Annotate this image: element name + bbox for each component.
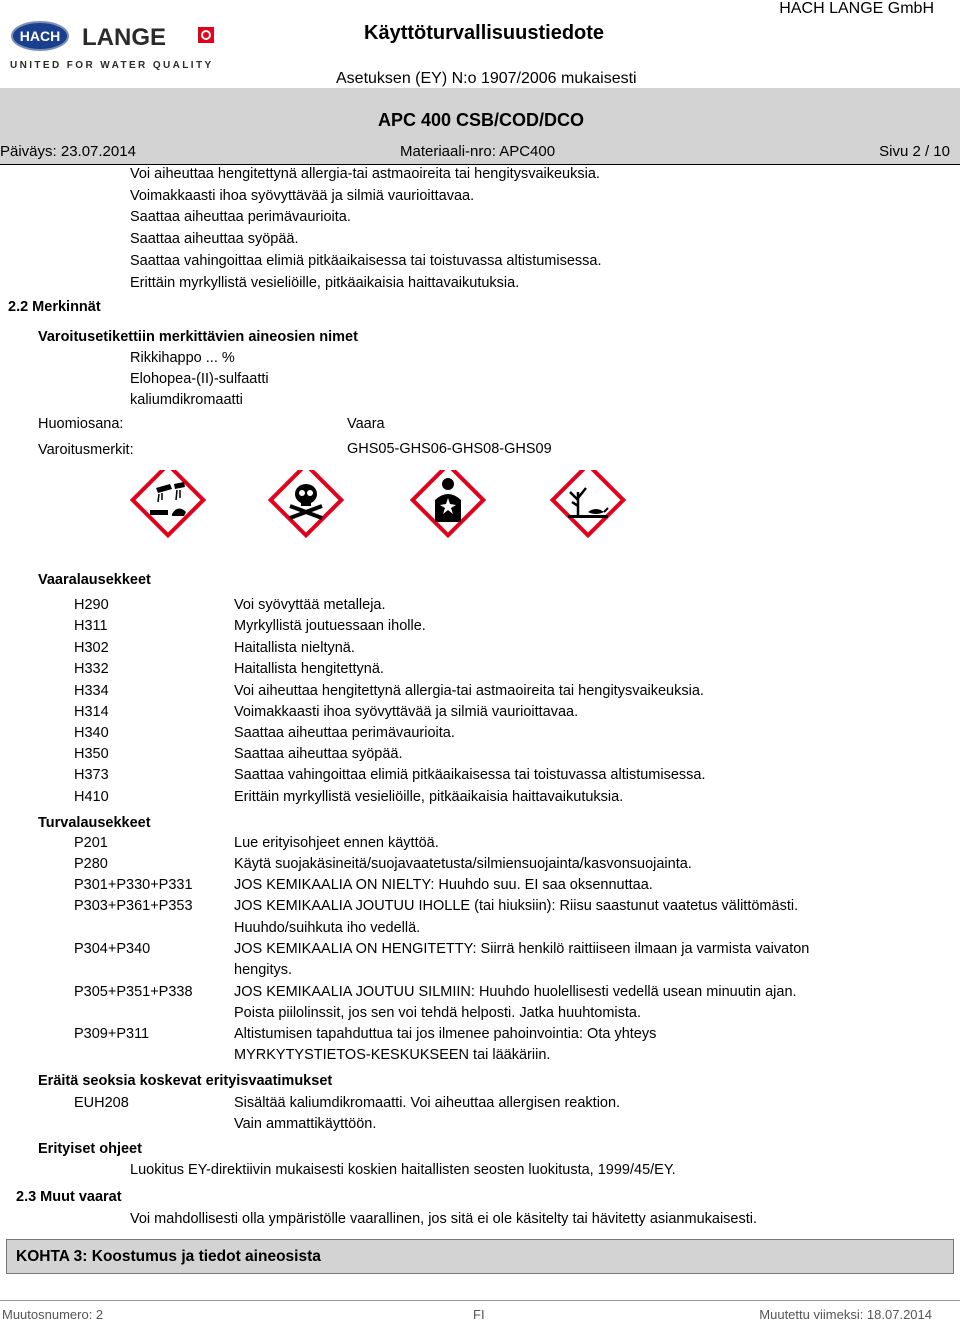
footer-revision: Muutosnumero: 2 xyxy=(2,1307,104,1322)
pictograms-value: GHS05-GHS06-GHS08-GHS09 xyxy=(347,441,552,457)
hazard-text: Erittäin myrkyllistä vesieliöille, pitkäaikaisia haittavaikutuksia. xyxy=(234,789,624,805)
precaution-text: Lue erityisohjeet ennen käyttöä. xyxy=(234,835,439,851)
precaution-text: Poista piilolinssit, jos sen voi tehdä helposti. Jatka huuhtomista. xyxy=(234,1005,642,1021)
material-number: Materiaali-nro: APC400 xyxy=(400,143,556,160)
regulation-text: Asetuksen (EY) N:o 1907/2006 mukaisesti xyxy=(336,70,637,87)
hazard-code: H340 xyxy=(74,725,109,741)
label-component: Elohopea-(II)-sulfaatti xyxy=(130,371,269,387)
precaution-code: P201 xyxy=(74,835,108,851)
hazard-text: Haitallista hengitettynä. xyxy=(234,661,384,677)
label-component: Rikkihappo ... % xyxy=(130,350,235,366)
hazard-text: Voi syövyttää metalleja. xyxy=(234,597,386,613)
ghs05-corrosion-icon xyxy=(133,470,204,535)
precaution-code: P301+P330+P331 xyxy=(74,877,193,893)
footer-modified: Muutettu viimeksi: 18.07.2014 xyxy=(759,1307,932,1322)
hazard-text: Haitallista nieltynä. xyxy=(234,640,355,656)
company-name: HACH LANGE GmbH xyxy=(779,0,934,17)
precaution-code: P304+P340 xyxy=(74,941,151,957)
hazard-code: H302 xyxy=(74,640,109,656)
precaution-text: Käytä suojakäsineitä/suojavaatetusta/silmiensuojainta/kasvonsuojainta. xyxy=(234,856,692,872)
hazard-text: Saattaa aiheuttaa perimävaurioita. xyxy=(234,725,455,741)
special-instructions-text: Luokitus EY-direktiivin mukaisesti koskien haitallisten seosten luokitusta, 1999/45/EY. xyxy=(130,1162,676,1178)
hazard-statements-heading: Vaaralausekkeet xyxy=(38,572,151,588)
intro-line: Saattaa aiheuttaa syöpää. xyxy=(130,231,299,247)
hazard-code: H290 xyxy=(74,597,109,613)
ghs06-skull-icon xyxy=(271,470,342,535)
precaution-code: P280 xyxy=(74,856,108,872)
hazard-code: H332 xyxy=(74,661,109,677)
hazard-code: H410 xyxy=(74,789,109,805)
section-2-2-heading: 2.2 Merkinnät xyxy=(8,299,101,315)
logo-lange-text: LANGE xyxy=(82,24,166,51)
hazard-text: Voi aiheuttaa hengitettynä allergia-tai astmaoireita tai hengitysvaikeuksia. xyxy=(234,683,704,699)
precaution-text: JOS KEMIKAALIA JOUTUU IHOLLE (tai hiuksiin): Riisu saastunut vaatetus välittömästi. xyxy=(234,898,799,914)
precautionary-statements-heading: Turvalausekkeet xyxy=(38,815,151,831)
hach-lange-logo xyxy=(8,18,218,74)
precaution-text: Huuhdo/suihkuta iho vedellä. xyxy=(234,920,421,936)
precaution-text: JOS KEMIKAALIA ON NIELTY: Huuhdo suu. EI saa oksennuttaa. xyxy=(234,877,653,893)
section-2-3-heading: 2.3 Muut vaarat xyxy=(16,1189,122,1205)
signal-word-value: Vaara xyxy=(347,416,385,432)
label-component: kaliumdikromaatti xyxy=(130,392,243,408)
hazard-text: Saattaa aiheuttaa syöpää. xyxy=(234,746,403,762)
product-name: APC 400 CSB/COD/DCO xyxy=(378,110,585,130)
special-requirements-heading: Eräitä seoksia koskevat erityisvaatimukset xyxy=(38,1073,333,1089)
precaution-text: JOS KEMIKAALIA ON HENGITETTY: Siirrä henkilö raittiiseen ilmaan ja varmista vaivaton xyxy=(234,941,810,957)
hazard-text: Saattaa vahingoittaa elimiä pitkäaikaisessa tai toistuvassa altistumisessa. xyxy=(234,767,706,783)
hazard-text: Myrkyllistä joutuessaan iholle. xyxy=(234,618,426,634)
precaution-text: hengitys. xyxy=(234,962,293,978)
document-date: Päiväys: 23.07.2014 xyxy=(0,143,136,160)
section-2-3-text: Voi mahdollisesti olla ympäristölle vaarallinen, jos sitä ei ole käsitelty tai hävitetty asianmukaisesti. xyxy=(130,1211,758,1227)
euh-text: Vain ammattikäyttöön. xyxy=(234,1116,377,1132)
ghs08-health-hazard-icon xyxy=(413,470,484,535)
euh-text: Sisältää kaliumdikromaatti. Voi aiheuttaa allergisen reaktion. xyxy=(234,1095,621,1111)
hazard-code: H334 xyxy=(74,683,109,699)
hazard-code: H350 xyxy=(74,746,109,762)
hazard-code: H314 xyxy=(74,704,109,720)
logo-tagline: UNITED FOR WATER QUALITY xyxy=(10,60,214,71)
hazard-code: H373 xyxy=(74,767,109,783)
pictograms-label: Varoitusmerkit: xyxy=(38,442,134,458)
footer-divider xyxy=(0,1300,960,1301)
precaution-code: P305+P351+P338 xyxy=(74,984,193,1000)
ghs-pictograms xyxy=(128,470,668,542)
intro-line: Voimakkaasti ihoa syövyttävää ja silmiä vaurioittavaa. xyxy=(130,188,475,204)
precaution-text: MYRKYTYSTIETOS-KESKUKSEEN tai lääkäriin. xyxy=(234,1047,551,1063)
euh-code: EUH208 xyxy=(74,1095,129,1111)
precaution-code: P309+P311 xyxy=(74,1026,150,1042)
hazard-code: H311 xyxy=(74,618,108,634)
hazard-text: Voimakkaasti ihoa syövyttävää ja silmiä vaurioittavaa. xyxy=(234,704,579,720)
label-components-heading: Varoitusetikettiin merkittävien aineosien nimet xyxy=(38,329,358,345)
signal-word-label: Huomiosana: xyxy=(38,416,124,432)
page-number: Sivu 2 / 10 xyxy=(879,143,950,160)
intro-line: Saattaa aiheuttaa perimävaurioita. xyxy=(130,209,351,225)
logo-hach-text: HACH xyxy=(19,28,61,44)
header-divider xyxy=(0,164,960,165)
intro-line: Erittäin myrkyllistä vesieliöille, pitkäaikaisia haittavaikutuksia. xyxy=(130,275,520,291)
precaution-code: P303+P361+P353 xyxy=(74,898,193,914)
intro-line: Saattaa vahingoittaa elimiä pitkäaikaisessa tai toistuvassa altistumisessa. xyxy=(130,253,602,269)
document-title: Käyttöturvallisuustiedote xyxy=(364,22,605,44)
precaution-text: JOS KEMIKAALIA JOUTUU SILMIIN: Huuhdo huolellisesti vedellä usean minuutin ajan. xyxy=(234,984,797,1000)
section-3-heading: KOHTA 3: Koostumus ja tiedot aineosista xyxy=(16,1248,321,1265)
precaution-text: Altistumisen tapahduttua tai jos ilmenee pahoinvointia: Ota yhteys xyxy=(234,1026,657,1042)
intro-line: Voi aiheuttaa hengitettynä allergia-tai astmaoireita tai hengitysvaikeuksia. xyxy=(130,166,600,182)
ghs09-environment-icon xyxy=(553,470,624,535)
special-instructions-heading: Erityiset ohjeet xyxy=(38,1141,142,1157)
footer-language: FI xyxy=(473,1307,485,1322)
